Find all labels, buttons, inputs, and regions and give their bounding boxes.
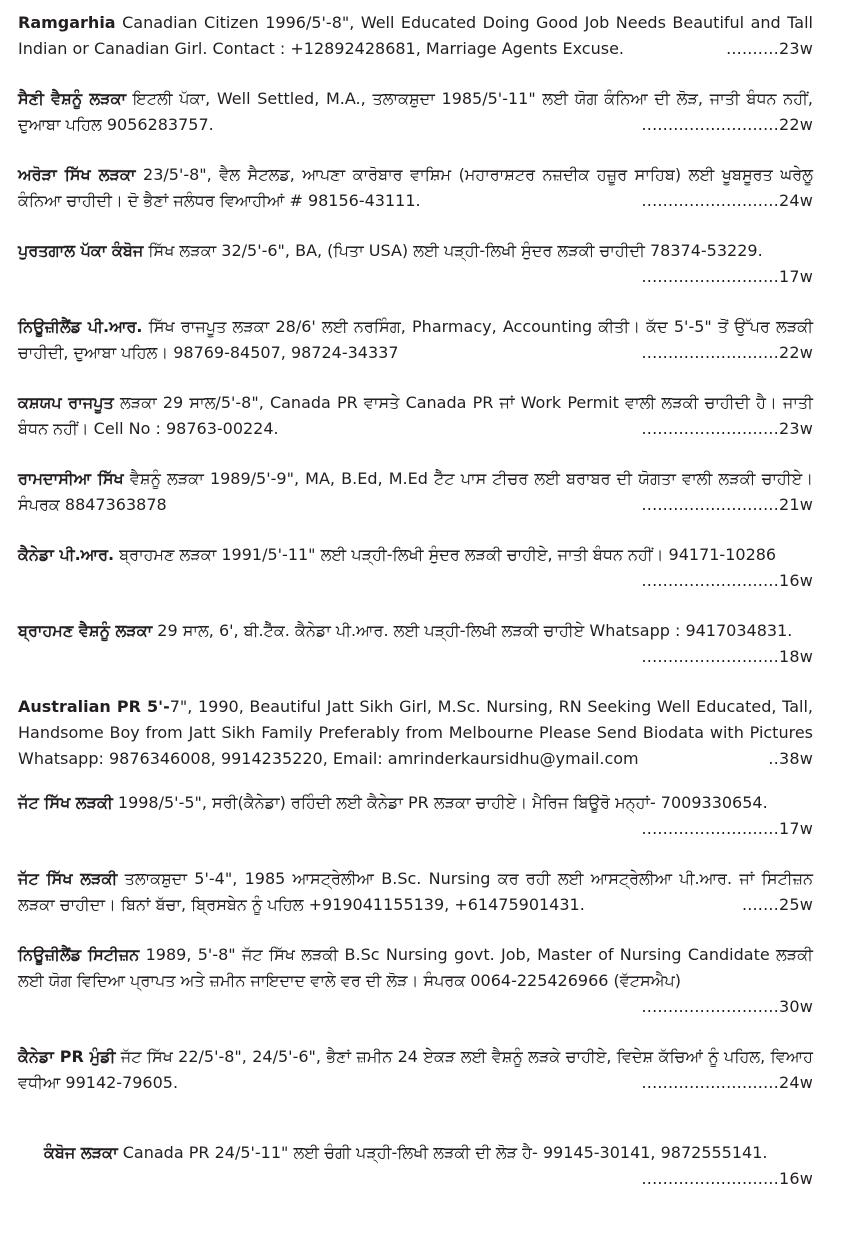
ad-body: Canada PR 24/5'-11" ਲਈ ਚੰਗੀ ਪੜ੍ਹੀ-ਲਿਖੀ ਲੜਕੀ ਦੀ ਲੋੜ ਹੈ- 99145-30141, 9872555141.: [117, 1143, 768, 1162]
ad-word-count: ..38w: [768, 749, 813, 768]
classified-ad-1: [18, 10, 813, 62]
classified-ad-7: [18, 466, 813, 518]
ad-heading: ਰਾਮਦਾਸੀਆ ਸਿੱਖ: [18, 469, 124, 488]
ad-word-count: .......25w: [741, 895, 813, 914]
ad-heading: Ramgarhia: [18, 13, 116, 32]
classified-ad-6: [18, 390, 813, 442]
ad-heading: ਨਿਊਜ਼ੀਲੈਂਡ ਸਿਟੀਜ਼ਨ: [18, 945, 140, 964]
classified-ad-10: [18, 694, 813, 772]
ad-word-count: ..........................23w: [641, 419, 813, 438]
ad-word-count: ..........................22w: [641, 343, 813, 362]
ad-word-count: ..........................24w: [641, 1073, 813, 1092]
ad-heading: ਸੈਣੀ ਵੈਸ਼ਨੂੰ ਲੜਕਾ: [18, 89, 127, 108]
ad-body: Canadian Citizen 1996/5'-8", Well Educated Doing Good Job Needs Beautiful and Tall Indian or Canadian Girl. Contact : +12892428681, Marriage Agents Excuse.: [18, 13, 813, 58]
ad-body: 29 ਸਾਲ, 6', ਬੀ.ਟੈੱਕ. ਕੈਨੇਡਾ ਪੀ.ਆਰ. ਲਈ ਪੜ੍ਹੀ-ਲਿਖੀ ਲੜਕੀ ਚਾਹੀਏ Whatsapp : 9417034831.: [152, 621, 793, 640]
ad-heading: ਨਿਊਜ਼ੀਲੈਂਡ ਪੀ.ਆਰ.: [18, 317, 143, 336]
ad-word-count: ..........23w: [726, 39, 813, 58]
ad-body: ਬ੍ਰਾਹਮਣ ਲੜਕਾ 1991/5'-11" ਲਈ ਪੜ੍ਹੀ-ਲਿਖੀ ਸੁੰਦਰ ਲੜਕੀ ਚਾਹੀਏ, ਜਾਤੀ ਬੰਧਨ ਨਹੀਂ। 94171-10286: [114, 545, 777, 564]
ad-heading: ਕੰਬੋਜ ਲੜਕਾ: [44, 1143, 118, 1162]
ad-heading: ਕਸ਼ਯਪ ਰਾਜਪੂਤ: [18, 393, 114, 412]
ad-body: 7", 1990, Beautiful Jatt Sikh Girl, M.Sc. Nursing, RN Seeking Well Educated, Tall, Handsome Boy from Jatt Sikh Family Preferably from Melbourne Please Send Biodata with Pictures Whatsapp: 9876346008, 9914235220, Email: amrinderkaursidhu@ymail.com: [18, 697, 813, 768]
ad-word-count: ..........................17w: [641, 819, 813, 838]
ad-heading: ਪੁਰਤਗਾਲ ਪੱਕਾ ਕੰਬੋਜ: [18, 241, 144, 260]
ad-word-count: ..........................17w: [641, 267, 813, 286]
classified-ad-11: [18, 790, 813, 842]
ad-heading: ਕੈਨੇਡਾ PR ਮੁੰਡੀ: [18, 1047, 116, 1066]
ad-word-count: ..........................16w: [641, 1169, 813, 1188]
ad-word-count: ..........................21w: [641, 495, 813, 514]
ad-heading: Australian PR 5'-: [18, 697, 170, 716]
classified-ad-3: [18, 162, 813, 214]
classified-ad-14: [18, 1044, 813, 1096]
ad-body: ਵੈਸ਼ਨੂੰ ਲੜਕਾ 1989/5'-9", MA, B.Ed, M.Ed ਟੈੱਟ ਪਾਸ ਟੀਚਰ ਲਈ ਬਰਾਬਰ ਦੀ ਯੋਗਤਾ ਵਾਲੀ ਲੜਕੀ ਚਾਹੀਏ। ਸੰਪਰਕ 8847363878: [18, 469, 813, 514]
classified-ad-8: [18, 542, 813, 594]
classified-ad-15: [18, 1140, 813, 1192]
classified-ad-9: [18, 618, 813, 670]
ad-word-count: ..........................18w: [641, 647, 813, 666]
ad-body: ਸਿੱਖ ਲੜਕਾ 32/5'-6", BA, (ਪਿਤਾ USA) ਲਈ ਪੜ੍ਹੀ-ਲਿਖੀ ਸੁੰਦਰ ਲੜਕੀ ਚਾਹੀਦੀ 78374-53229.: [143, 241, 763, 260]
ad-heading: ਬ੍ਰਾਹਮਣ ਵੈਸ਼ਨੂੰ ਲੜਕਾ: [18, 621, 153, 640]
ad-body: ਤਲਾਕਸ਼ੁਦਾ 5'-4", 1985 ਆਸਟ੍ਰੇਲੀਆ B.Sc. Nursing ਕਰ ਰਹੀ ਲਈ ਆਸਟ੍ਰੇਲੀਆ ਪੀ.ਆਰ. ਜਾਂ ਸਿਟੀਜ਼ਨ ਲੜਕਾ ਚਾਹੀਦਾ। ਬਿਨਾਂ ਬੱਚਾ, ਬ੍ਰਿਸਬੇਨ ਨੂੰ ਪਹਿਲ +919041155139, +61475901431.: [18, 869, 813, 914]
ad-body: 1989, 5'-8" ਜੱਟ ਸਿੱਖ ਲੜਕੀ B.Sc Nursing govt. Job, Master of Nursing Candidate ਲੜਕੀ ਲਈ ਯੋਗ ਵਿਦਿਆ ਪ੍ਰਾਪਤ ਅਤੇ ਜ਼ਮੀਨ ਜਾਇਦਾਦ ਵਾਲੇ ਵਰ ਦੀ ਲੋੜ। ਸੰਪਰਕ 0064-225426966 (ਵੱਟਸਐਪ): [18, 945, 813, 990]
ad-body: 1998/5'-5", ਸਰੀ(ਕੈਨੇਡਾ) ਰਹਿੰਦੀ ਲਈ ਕੈਨੇਡਾ PR ਲੜਕਾ ਚਾਹੀਏ। ਮੈਰਿਜ ਬਿਊਰੋ ਮਨ੍ਹਾਂ- 7009330654.: [112, 793, 768, 812]
ad-word-count: ..........................22w: [641, 115, 813, 134]
ad-body: ਇਟਲੀ ਪੱਕਾ, Well Settled, M.A., ਤਲਾਕਸ਼ੁਦਾ 1985/5'-11" ਲਈ ਯੋਗ ਕੰਨਿਆ ਦੀ ਲੋੜ, ਜਾਤੀ ਬੰਧਨ ਨਹੀਂ, ਦੁਆਬਾ ਪਹਿਲ 9056283757.: [18, 89, 813, 134]
ad-body: ਸਿੱਖ ਰਾਜਪੂਤ ਲੜਕਾ 28/6' ਲਈ ਨਰਸਿੰਗ, Pharmacy, Accounting ਕੀਤੀ। ਕੱਦ 5'-5" ਤੋਂ ਉੱਪਰ ਲੜਕੀ ਚਾਹੀਦੀ, ਦੁਆਬਾ ਪਹਿਲ। 98769-84507, 98724-34337: [18, 317, 814, 362]
ad-heading: ਕੈਨੇਡਾ ਪੀ.ਆਰ.: [18, 545, 115, 564]
ad-body: ਜੱਟ ਸਿੱਖ 22/5'-8", 24/5'-6", ਭੈਣਾਂ ਜ਼ਮੀਨ 24 ਏਕੜ ਲਈ ਵੈਸ਼ਨੂੰ ਲੜਕੇ ਚਾਹੀਏ, ਵਿਦੇਸ਼ ਕੱਚਿਆਂ ਨੂੰ ਪਹਿਲ, ਵਿਆਹ ਵਧੀਆ 99142-79605.: [18, 1047, 813, 1092]
classified-ad-4: [18, 238, 813, 290]
ad-word-count: ..........................16w: [641, 571, 813, 590]
ad-body: ਲੜਕਾ 29 ਸਾਲ/5'-8", Canada PR ਵਾਸਤੇ Canada PR ਜਾਂ Work Permit ਵਾਲੀ ਲੜਕੀ ਚਾਹੀਦੀ ਹੈ। ਜਾਤੀ ਬੰਧਨ ਨਹੀਂ। Cell No : 98763-00224.: [18, 393, 813, 438]
ad-word-count: ..........................24w: [641, 191, 813, 210]
ad-heading: ਜੱਟ ਸਿੱਖ ਲੜਕੀ: [18, 793, 113, 812]
classified-ad-12: [18, 866, 813, 918]
ad-heading: ਜੱਟ ਸਿੱਖ ਲੜਕੀ: [18, 869, 118, 888]
ad-heading: ਅਰੋੜਾ ਸਿੱਖ ਲੜਕਾ: [18, 165, 136, 184]
classified-ad-2: [18, 86, 813, 138]
classified-ad-13: [18, 942, 813, 1020]
ad-word-count: ..........................30w: [641, 997, 813, 1016]
ad-body: 23/5'-8", ਵੈਲ ਸੈਟਲਡ, ਆਪਣਾ ਕਾਰੋਬਾਰ ਵਾਸ਼ਿਮ (ਮਹਾਰਾਸ਼ਟਰ ਨਜ਼ਦੀਕ ਹਜ਼ੂਰ ਸਾਹਿਬ) ਲਈ ਖੂਬਸੂਰਤ ਘਰੇਲੂ ਕੰਨਿਆ ਚਾਹੀਦੀ। ਦੋ ਭੈਣਾਂ ਜਲੰਧਰ ਵਿਆਹੀਆਂ # 98156-43111.: [18, 165, 813, 210]
classified-ad-5: [18, 314, 813, 366]
